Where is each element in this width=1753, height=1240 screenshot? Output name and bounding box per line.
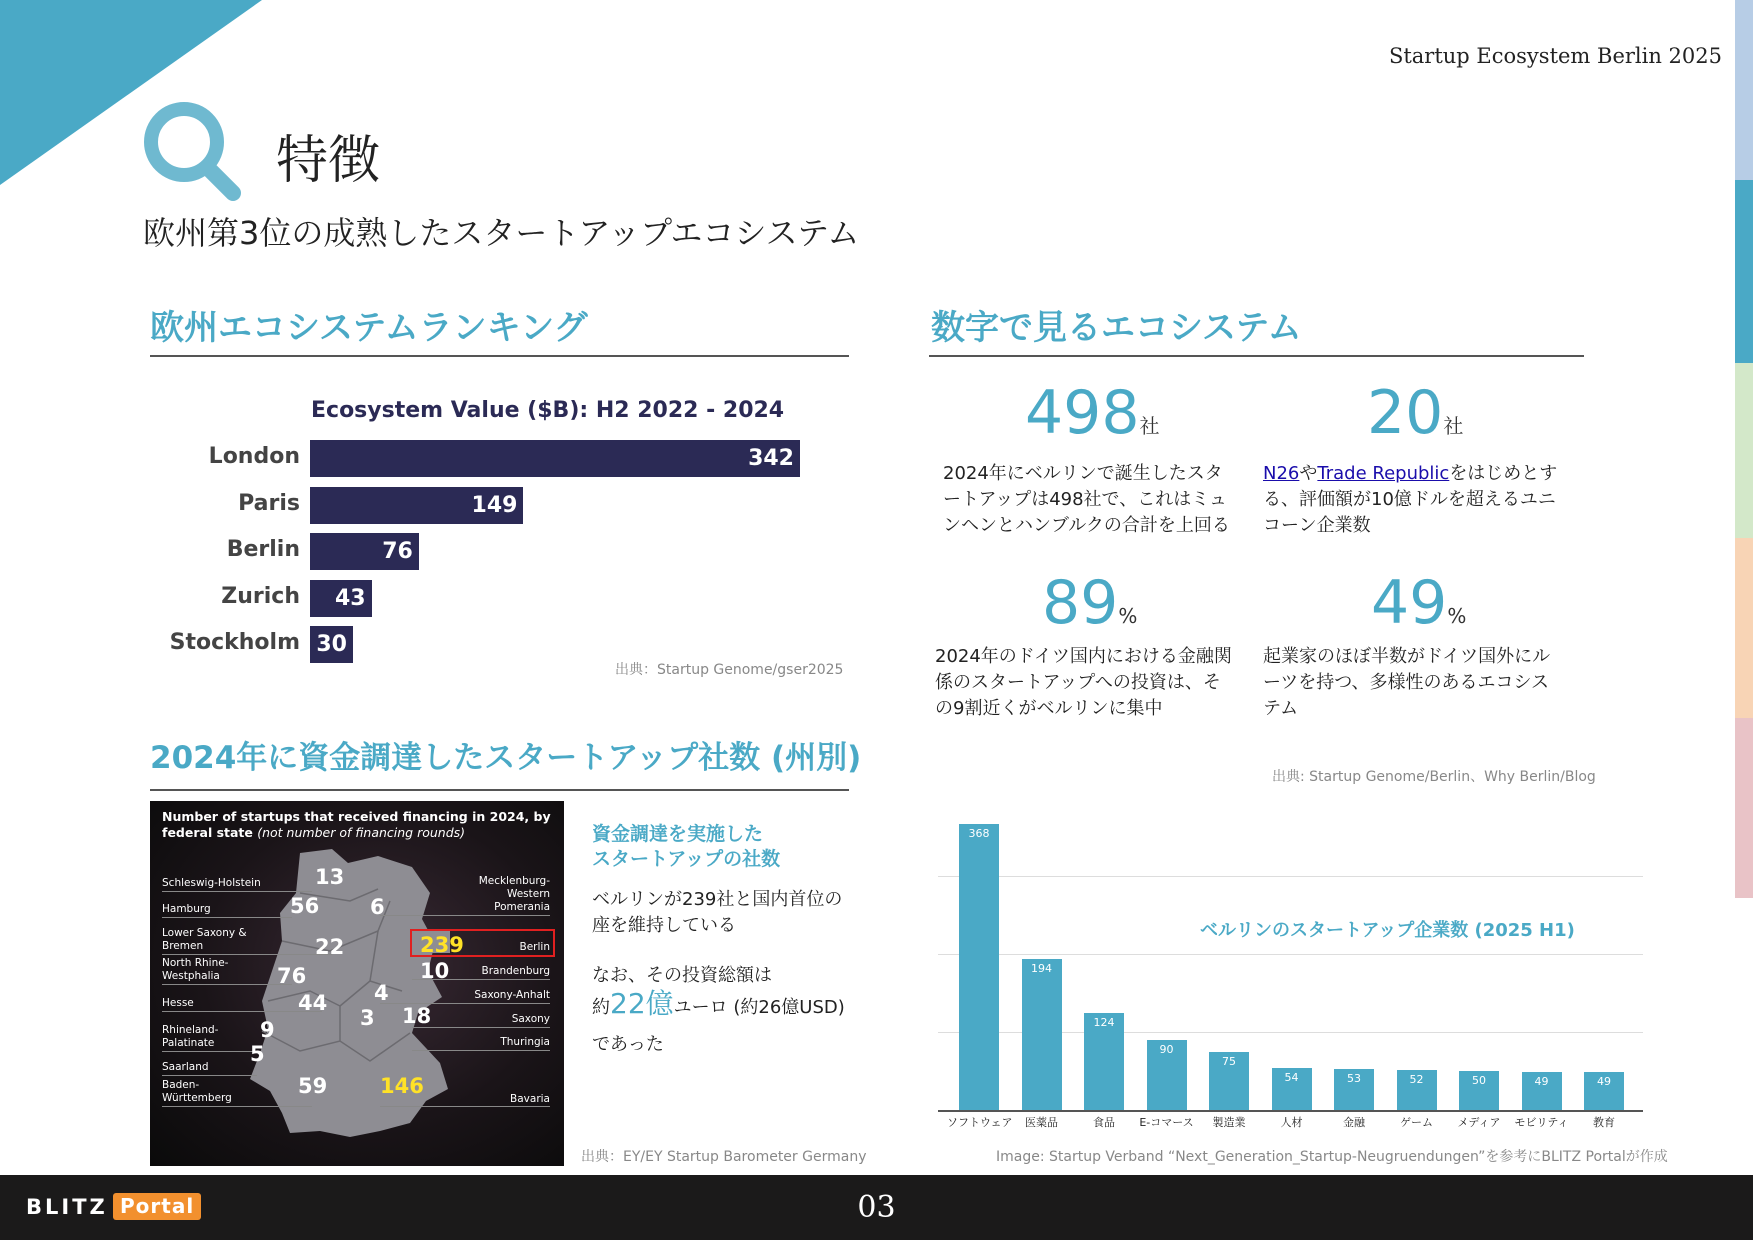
state-label: Schleswig-Holstein: [162, 877, 261, 889]
sector-bar-value: 75: [1222, 1054, 1236, 1068]
header-title: Startup Ecosystem Berlin 2025: [1388, 44, 1722, 68]
side-strip-orange: [1735, 538, 1753, 718]
state-value: 5: [250, 1042, 265, 1066]
state-value: 146: [380, 1074, 424, 1098]
funding-section-title: 2024年に資金調達したスタートアップ社数 (州別): [150, 740, 862, 776]
sector-chart: [938, 800, 1643, 1135]
stat-unit: 社: [1139, 414, 1160, 438]
label-leader-line: [162, 917, 292, 918]
numbers-section-title: 数字で見るエコシステム: [931, 308, 1302, 348]
sector-bar-value: 194: [1031, 961, 1052, 975]
logo-text: BLITZ: [26, 1195, 108, 1219]
sector-bar: [1022, 959, 1062, 1110]
state-label: Lower Saxony & Bremen: [162, 927, 247, 952]
side-strip-blue: [1735, 180, 1753, 363]
state-label: Saxony: [511, 1013, 550, 1025]
map-title-bold: Number of startups that received financing in 2024, by federal state: [162, 809, 551, 840]
total-suffix: ユーロ (約26億USD): [673, 997, 845, 1018]
label-leader-line: [412, 1050, 550, 1051]
state-label: Baden-Württemberg: [162, 1079, 232, 1104]
sector-bar-label: 教育: [1593, 1116, 1615, 1129]
stat-connector: や: [1299, 463, 1318, 484]
state-label: Hamburg: [162, 903, 211, 915]
ranking-chart-title: Ecosystem Value ($B): H2 2022 - 2024: [311, 398, 785, 423]
stat-unicorns: [1367, 378, 1464, 448]
stat-unit: %: [1447, 604, 1467, 628]
ranking-bar-label: Berlin: [226, 537, 300, 562]
ranking-bar: 43: [310, 580, 372, 617]
state-value: 76: [277, 964, 307, 988]
trade-republic-link[interactable]: Trade Republic: [1317, 463, 1450, 484]
label-leader-line: [162, 1106, 312, 1107]
funding-text-total: [592, 987, 845, 1021]
sector-bar-value: 368: [968, 826, 990, 840]
state-value: 44: [298, 991, 328, 1015]
side-strip-blue-light: [1735, 0, 1753, 180]
sector-bar-label: 食品: [1093, 1116, 1115, 1129]
stat-fintech-share: [1042, 568, 1138, 638]
sector-bar-label: メディア: [1457, 1116, 1501, 1129]
sector-bar-value: 54: [1284, 1070, 1299, 1084]
state-value: 18: [402, 1004, 432, 1028]
stat-text-rest: をはじめとする、評価額が10億ドルを超えるユニコーン企業数: [1263, 463, 1558, 536]
total-prefix: 約: [592, 997, 610, 1018]
stat-description: 起業家のほぼ半数がドイツ国外にルーツを持つ、多様性のあるエコシステム: [1263, 646, 1551, 719]
stat-value: 498: [1025, 378, 1140, 448]
sector-bar-label: ソフトウェア: [947, 1116, 1013, 1129]
ranking-bar: 342: [310, 440, 800, 477]
ranking-divider: [150, 355, 849, 357]
state-label: Hesse: [162, 997, 194, 1009]
stat-description: [1263, 461, 1563, 539]
stat-value: 49: [1371, 568, 1448, 638]
state-label: Thuringia: [500, 1036, 550, 1048]
n26-link[interactable]: N26: [1263, 463, 1300, 484]
numbers-divider: [929, 355, 1584, 357]
state-value: 59: [298, 1074, 328, 1098]
sector-bar-label: 金融: [1343, 1116, 1365, 1129]
ranking-bar-label: Paris: [238, 490, 300, 516]
funding-text-closing: であった: [592, 1034, 664, 1055]
ranking-chart: [150, 440, 850, 670]
label-leader-line: [412, 1027, 550, 1028]
state-value: 10: [420, 959, 450, 983]
page-title: 特徴: [276, 131, 381, 191]
sector-bar-value: 53: [1347, 1071, 1361, 1085]
label-leader-line: [162, 1051, 257, 1052]
state-label: Mecklenburg-Western Pomerania: [478, 875, 550, 913]
state-label: Rhineland-Palatinate: [162, 1024, 219, 1049]
stat-value: 20: [1367, 378, 1444, 448]
stat-value: 89: [1042, 568, 1119, 638]
sector-bar-label: モビリティ: [1514, 1116, 1569, 1129]
sector-chart-title: ベルリンのスタートアップ企業数 (2025 H1): [1200, 920, 1575, 941]
sector-bar-value: 50: [1472, 1074, 1486, 1088]
funding-divider: [150, 789, 849, 791]
state-label: Saxony-Anhalt: [474, 989, 550, 1001]
logo-badge: Portal: [113, 1193, 201, 1220]
x-axis: [938, 1110, 1643, 1112]
label-leader-line: [162, 984, 292, 985]
state-value: 6: [370, 895, 385, 919]
label-leader-line: [380, 915, 550, 916]
state-value: 4: [374, 981, 389, 1005]
berlin-value: 239: [420, 933, 464, 957]
ranking-section-title: 欧州エコシステムランキング: [150, 308, 588, 348]
stat-description: 2024年にベルリンで誕生したスタートアップは498社で、これはミュンヘンとハンブルクの合計を上回る: [943, 463, 1230, 536]
ranking-bar: 149: [310, 487, 523, 524]
stat-unit: 社: [1443, 414, 1464, 438]
stat-description: 2024年のドイツ国内における金融関係のスタートアップへの投資は、その9割近くがベルリンに集中: [935, 646, 1232, 719]
state-label: Brandenburg: [481, 965, 550, 977]
berlin-highlight-box: [410, 929, 555, 957]
label-leader-line: [162, 1075, 257, 1076]
sector-bar-label: 製造業: [1212, 1116, 1246, 1129]
ranking-bar-label: Zurich: [221, 583, 300, 609]
stat-unit: %: [1118, 604, 1138, 628]
numbers-source: 出典: Startup Genome/Berlin、Why Berlin/Blog: [1272, 769, 1596, 785]
state-value: 13: [315, 865, 345, 889]
sector-bar-value: 49: [1534, 1074, 1549, 1088]
germany-funding-map: [150, 801, 564, 1166]
ranking-bar-label: Stockholm: [169, 630, 300, 655]
state-label: Bavaria: [510, 1093, 550, 1105]
label-leader-line: [380, 1106, 550, 1107]
sector-bar: [959, 824, 999, 1111]
funding-source: 出典：EY/EY Startup Barometer Germany: [581, 1149, 867, 1165]
sector-bar-label: E-コマース: [1139, 1116, 1194, 1129]
ranking-source: 出典：Startup Genome/gser2025: [615, 662, 844, 678]
gridline: [938, 954, 1643, 955]
funding-heading: 資金調達を実施した スタートアップの社数: [592, 823, 781, 870]
state-value: 56: [290, 894, 320, 918]
sector-bar-label: ゲーム: [1400, 1116, 1433, 1129]
state-label: Berlin: [519, 941, 550, 953]
gridline: [938, 876, 1643, 877]
side-strip-pink: [1735, 718, 1753, 898]
funding-text-leader: ベルリンが239社と国内首位の座を維持している: [592, 889, 843, 936]
page-subtitle: 欧州第3位の成熟したスタートアップエコシステム: [143, 214, 860, 252]
sector-bar-label: 人材: [1280, 1116, 1303, 1129]
state-value: 3: [360, 1006, 375, 1030]
ranking-bar-label: London: [208, 444, 300, 469]
state-label: North Rhine-Westphalia: [162, 957, 229, 982]
stat-startups-born: [1025, 378, 1160, 448]
label-leader-line: [162, 954, 332, 955]
stat-foreign-roots: [1371, 568, 1467, 638]
ranking-bar: 30: [310, 626, 353, 663]
sector-bar-value: 90: [1159, 1042, 1174, 1056]
sector-bar-label: 医薬品: [1025, 1116, 1058, 1129]
state-label: Saarland: [162, 1061, 209, 1073]
sector-bar-value: 52: [1409, 1072, 1424, 1086]
sector-bar-value: 49: [1597, 1074, 1611, 1088]
state-value: 9: [260, 1018, 275, 1042]
sector-chart-source: Image: Startup Verband “Next_Generation_Startup-Neugruendungen”を参考にBLITZ Portalが作成: [996, 1149, 1668, 1165]
state-value: 22: [315, 935, 345, 959]
funding-text-total-intro: なお、その投資総額は: [592, 965, 772, 986]
total-amount: 22億: [610, 987, 674, 1020]
side-strip-green: [1735, 363, 1753, 538]
ranking-bar: 76: [310, 533, 419, 570]
label-leader-line: [162, 891, 312, 892]
page-number: 03: [857, 1190, 896, 1225]
sector-bar-value: 124: [1093, 1016, 1115, 1030]
search-icon: [140, 100, 245, 205]
map-title-italic: (not number of financing rounds): [257, 825, 466, 840]
